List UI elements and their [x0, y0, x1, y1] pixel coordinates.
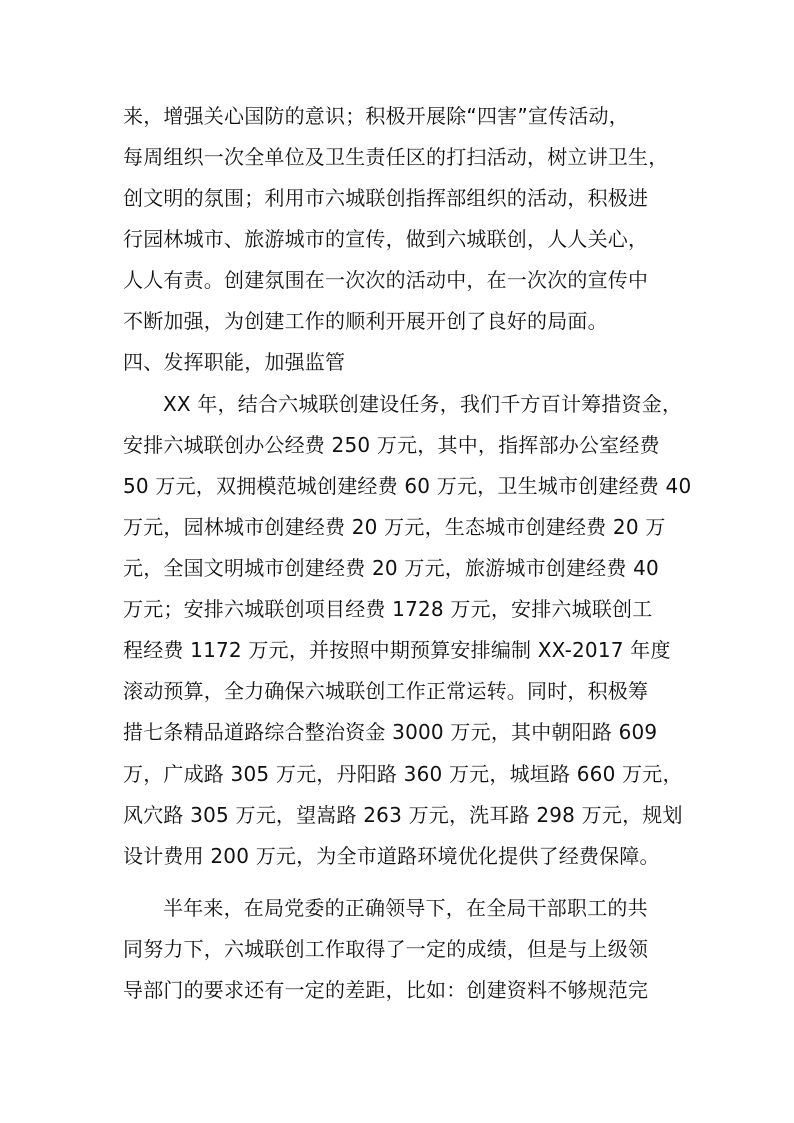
paragraph-1-line-4: 万元，园林城市创建经费 20 万元，生态城市创建经费 20 万 — [123, 515, 666, 539]
paragraph-1-line-3: 50 万元，双拥模范城创建经费 60 万元，卫生城市创建经费 40 — [123, 474, 692, 498]
paragraph-1-line-8: 滚动预算，全力确保六城联创工作正常运转。同时，积极筹 — [123, 679, 649, 703]
paragraph-2-line-2: 同努力下，六城联创工作取得了一定的成绩，但是与上级领 — [123, 937, 649, 961]
paragraph-1-line-6: 万元；安排六城联创项目经费 1728 万元，安排六城联创工 — [123, 597, 653, 621]
body-line-2: 每周组织一次全单位及卫生责任区的打扫活动，树立讲卫生， — [123, 145, 669, 169]
paragraph-2-line-1: 半年来，在局党委的正确领导下，在全局干部职工的共 — [163, 896, 648, 920]
section-heading: 四、发挥职能，加强监管 — [123, 350, 346, 374]
body-line-1: 来，增强关心国防的意识；积极开展除“四害”宣传活动， — [123, 104, 629, 128]
paragraph-1-line-2: 安排六城联创办公经费 250 万元，其中，指挥部办公室经费 — [123, 433, 660, 457]
paragraph-2-line-3: 导部门的要求还有一定的差距，比如：创建资料不够规范完 — [123, 978, 649, 1002]
paragraph-1-line-11: 风穴路 305 万元，望嵩路 263 万元，洗耳路 298 万元，规划 — [123, 803, 683, 827]
body-line-3: 创文明的氛围；利用市六城联创指挥部组织的活动，积极进 — [123, 186, 649, 210]
paragraph-1-line-5: 元，全国文明城市创建经费 20 万元，旅游城市创建经费 40 — [123, 556, 659, 580]
paragraph-1-line-9: 措七条精品道路综合整治资金 3000 万元，其中朝阳路 609 — [123, 720, 658, 744]
body-line-4: 行园林城市、旅游城市的宣传，做到六城联创，人人关心， — [123, 227, 649, 251]
paragraph-1-line-7: 程经费 1172 万元，并按照中期预算安排编制 XX-2017 年度 — [123, 638, 671, 662]
body-line-5: 人人有责。创建氛围在一次次的活动中，在一次次的宣传中 — [123, 268, 649, 292]
paragraph-1-line-1: XX 年，结合六城联创建设任务，我们千方百计筹措资金， — [163, 392, 683, 416]
body-line-6: 不断加强，为创建工作的顺利开展开创了良好的局面。 — [123, 309, 608, 333]
paragraph-1-line-12: 设计费用 200 万元，为全市道路环境优化提供了经费保障。 — [123, 844, 660, 868]
paragraph-1-line-10: 万，广成路 305 万元，丹阳路 360 万元，城垣路 660 万元， — [123, 762, 683, 786]
